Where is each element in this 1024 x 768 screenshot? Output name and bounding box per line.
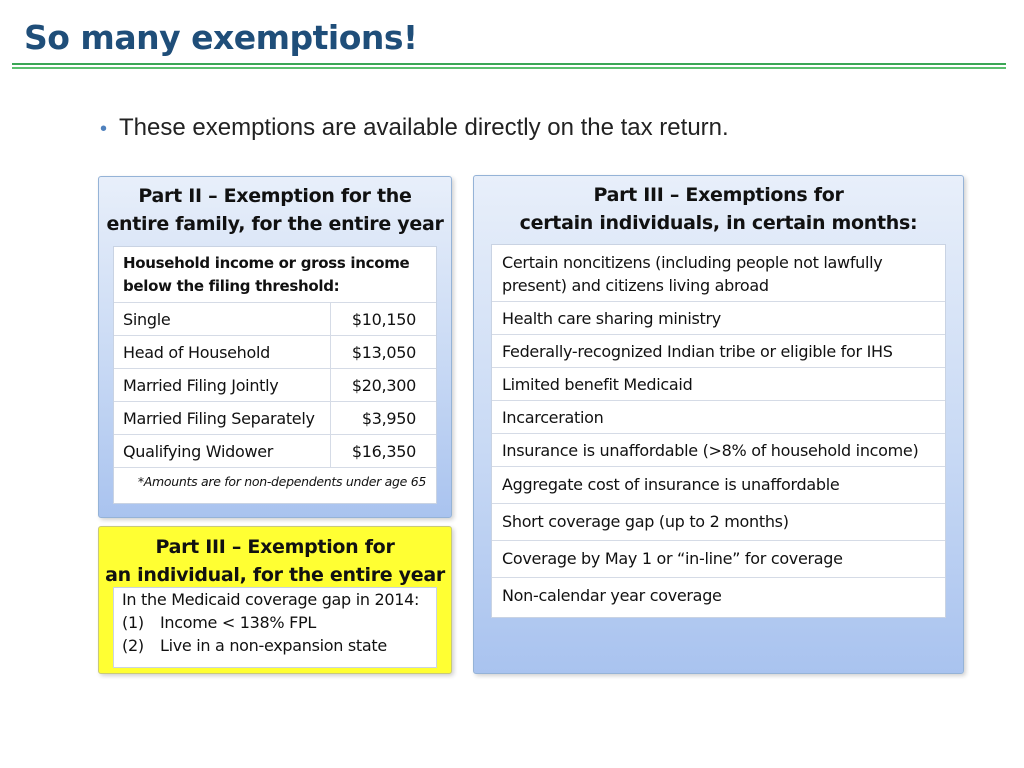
bullet-dot-icon: •: [100, 118, 108, 140]
table-header-line2: below the filing threshold:: [123, 276, 340, 295]
threshold-amount-cell: $16,350: [331, 435, 437, 468]
part-iii-months-heading-line2: certain individuals, in certain months:: [519, 212, 918, 234]
page-title: So many exemptions!: [24, 18, 418, 57]
list-item-number: (1): [122, 613, 144, 632]
list-item-text: Income < 138% FPL: [160, 613, 316, 632]
part-iii-individual-heading-line2: an individual, for the entire year: [105, 564, 445, 586]
threshold-amount-cell: $20,300: [331, 369, 437, 402]
filing-status-cell: Married Filing Separately: [114, 402, 331, 435]
table-footnote: *Amounts are for non-dependents under age 65: [137, 474, 426, 489]
part-ii-heading: [99, 182, 451, 238]
medicaid-gap-box: [113, 587, 437, 668]
threshold-amount-cell: $13,050: [331, 336, 437, 369]
bullet-text: These exemptions are available directly on the tax return.: [119, 114, 729, 141]
part-iii-individual-heading: [99, 533, 451, 589]
bullet-point: [100, 114, 729, 142]
table-row: [114, 369, 436, 402]
table-header-row: [114, 247, 436, 303]
list-item: Incarceration: [492, 401, 945, 434]
list-item: Non-calendar year coverage: [502, 586, 722, 605]
list-item-number: (2): [122, 636, 144, 655]
table-row: [114, 435, 436, 468]
part-ii-heading-line1: Part II – Exemption for the: [138, 185, 412, 207]
filing-status-cell: Head of Household: [114, 336, 331, 369]
part-iii-individual-panel: [98, 526, 452, 674]
part-ii-heading-line2: entire family, for the entire year: [106, 213, 444, 235]
list-item: [492, 245, 945, 302]
filing-status-cell: Qualifying Widower: [114, 435, 331, 468]
list-item: Limited benefit Medicaid: [492, 368, 945, 401]
list-item: Health care sharing ministry: [492, 302, 945, 335]
medicaid-gap-intro: In the Medicaid coverage gap in 2014:: [122, 590, 420, 609]
filing-threshold-table: [113, 246, 437, 504]
list-item-line2: present) and citizens living abroad: [502, 276, 769, 295]
threshold-amount-cell: $3,950: [331, 402, 437, 435]
list-item-line1: Certain noncitizens (including people not lawfully: [502, 253, 883, 272]
table-row: [114, 336, 436, 369]
list-item-text: Live in a non-expansion state: [160, 636, 387, 655]
part-iii-months-heading-line1: Part III – Exemptions for: [593, 184, 844, 206]
list-item: Coverage by May 1 or “in-line” for coverage: [492, 541, 945, 578]
list-item: Federally-recognized Indian tribe or eligible for IHS: [492, 335, 945, 368]
list-item: Short coverage gap (up to 2 months): [492, 504, 945, 541]
list-item: [114, 611, 436, 634]
part-iii-individual-heading-line1: Part III – Exemption for: [155, 536, 395, 558]
title-rule-bottom: [12, 67, 1006, 69]
threshold-amount-cell: $10,150: [331, 303, 437, 336]
exemptions-list: [491, 244, 946, 618]
table-header-line1: Household income or gross income: [123, 253, 410, 272]
filing-status-cell: Married Filing Jointly: [114, 369, 331, 402]
list-item: [114, 634, 436, 657]
part-iii-months-heading: [474, 181, 963, 237]
list-item: Insurance is unaffordable (>8% of household income): [492, 434, 945, 467]
table-row: [114, 402, 436, 435]
title-rule-top: [12, 63, 1006, 65]
part-iii-months-panel: [473, 175, 964, 674]
part-ii-panel: [98, 176, 452, 518]
filing-status-cell: Single: [114, 303, 331, 336]
table-header-cell: [114, 247, 436, 303]
list-item: Aggregate cost of insurance is unaffordable: [492, 467, 945, 504]
table-row: [114, 303, 436, 336]
